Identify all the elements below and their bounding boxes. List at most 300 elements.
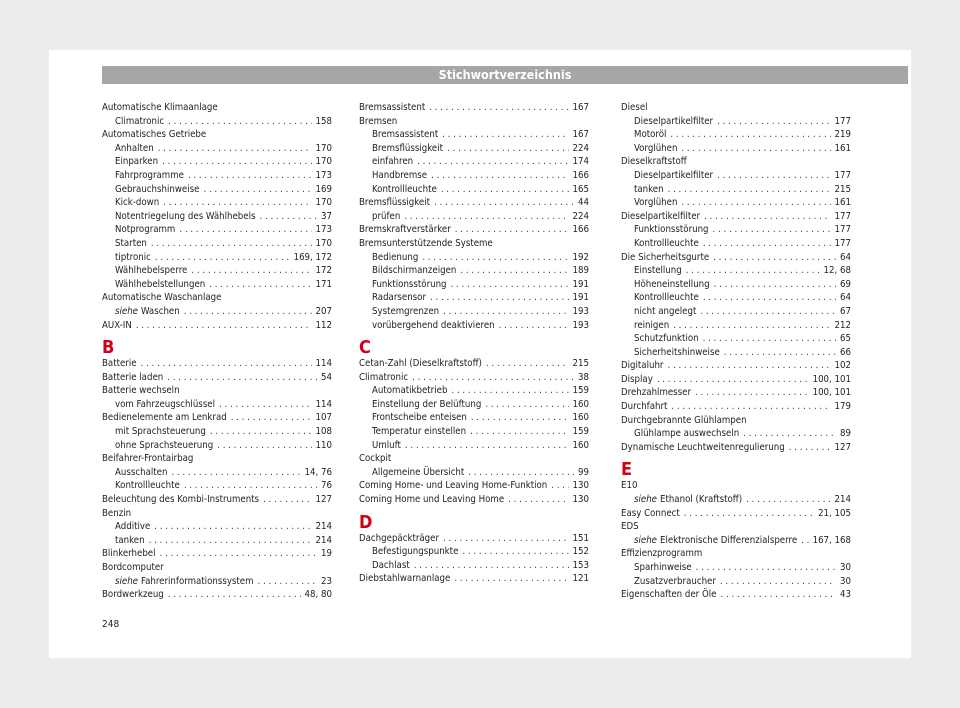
dot-leader	[404, 210, 568, 224]
index-subentry	[621, 346, 851, 360]
index-entry	[359, 371, 589, 385]
entry-label	[115, 196, 159, 210]
entry-text: Batterie laden	[102, 371, 164, 383]
dot-leader	[686, 264, 820, 278]
page-reference: 121	[572, 573, 589, 585]
page-reference: 177	[834, 115, 851, 127]
page-reference: 167, 168	[812, 534, 851, 546]
see-reference: siehe	[634, 534, 657, 546]
dot-leader	[447, 142, 569, 156]
index-subentry	[359, 128, 589, 142]
index-entry	[359, 237, 589, 251]
entry-label	[621, 359, 663, 373]
index-subentry	[102, 305, 332, 319]
index-entry	[102, 291, 332, 305]
dot-leader	[695, 386, 809, 400]
dot-leader	[717, 115, 830, 129]
page-reference: 192	[572, 251, 589, 263]
page-reference: 170	[315, 197, 332, 209]
entry-text: Einstellung der Belüftung	[372, 398, 482, 410]
page-reference: 170	[315, 237, 332, 249]
entry-text: Eigenschaften der Öle	[621, 589, 717, 601]
entry-text: Fahrerinformationssystem	[141, 575, 254, 587]
entry-label	[115, 520, 150, 534]
entry-label	[621, 507, 680, 521]
index-subentry	[102, 183, 332, 197]
entry-label	[621, 520, 639, 534]
dot-leader	[188, 169, 312, 183]
page-reference: 153	[572, 559, 589, 571]
entry-label	[634, 534, 797, 548]
page-reference: 108	[315, 426, 332, 438]
dot-leader	[499, 319, 569, 333]
page-reference: 38	[578, 371, 589, 383]
index-entry	[102, 319, 332, 333]
dot-leader	[162, 155, 311, 169]
dot-leader	[184, 305, 312, 319]
entry-text: Bremsassistent	[359, 102, 426, 113]
entry-label	[102, 411, 227, 425]
entry-text: Kontrollleuchte	[634, 237, 699, 249]
entry-label	[359, 357, 482, 371]
entry-label	[621, 210, 700, 224]
dot-leader	[714, 278, 836, 292]
entry-label	[634, 427, 739, 441]
index-entry	[102, 507, 332, 521]
index-entry	[359, 101, 589, 115]
index-subentry	[102, 534, 332, 548]
index-entry	[621, 359, 851, 373]
page-reference: 12, 68	[823, 265, 851, 277]
entry-text: Glühlampe auswechseln	[634, 428, 740, 440]
entry-label	[115, 115, 164, 129]
index-entry	[102, 357, 332, 371]
entry-label	[621, 547, 702, 561]
entry-text: Diesel	[621, 102, 648, 113]
entry-label	[102, 384, 180, 398]
index-subentry	[359, 559, 589, 573]
entry-label	[372, 210, 400, 224]
entry-label	[115, 155, 158, 169]
index-subentry	[621, 427, 851, 441]
entry-text: prüfen	[372, 210, 401, 222]
entry-text: Additive	[115, 521, 151, 533]
page-reference: 127	[834, 441, 851, 453]
entry-label	[115, 278, 205, 292]
dot-leader	[720, 575, 836, 589]
dot-leader	[486, 357, 569, 371]
index-subentry	[621, 169, 851, 183]
index-subentry	[621, 237, 851, 251]
page-reference: 99	[578, 466, 589, 478]
entry-text: Motoröl	[634, 129, 667, 141]
index-subentry	[359, 291, 589, 305]
dot-leader	[171, 466, 300, 480]
entry-text: Einstellung	[634, 265, 682, 277]
entry-text: mit Sprachsteuerung	[115, 426, 206, 438]
page-reference: 177	[834, 237, 851, 249]
index-page	[49, 50, 911, 658]
page-reference: 30	[840, 575, 851, 587]
dot-leader	[151, 237, 312, 251]
index-entry	[102, 547, 332, 561]
entry-label	[372, 319, 495, 333]
entry-text: Durchgebrannte Glühlampen	[621, 414, 747, 426]
index-entry	[621, 414, 851, 428]
index-entry	[359, 196, 589, 210]
entry-label	[634, 223, 709, 237]
index-entry	[102, 128, 332, 142]
page-reference: 69	[840, 278, 851, 290]
entry-text: Handbremse	[372, 169, 428, 181]
index-entry	[359, 532, 589, 546]
page-reference: 172	[315, 265, 332, 277]
entry-text: reinigen	[634, 319, 670, 331]
page-reference: 177	[834, 169, 851, 181]
entry-label	[634, 183, 664, 197]
entry-label	[102, 319, 132, 333]
entry-label	[372, 291, 426, 305]
page-header: Stichwortverzeichnis	[102, 66, 908, 84]
page-reference: 166	[572, 169, 589, 181]
entry-text: Bildschirmanzeigen	[372, 265, 457, 277]
entry-text: Zusatzverbraucher	[634, 575, 716, 587]
entry-label	[372, 439, 401, 453]
dot-leader	[724, 346, 836, 360]
dot-leader	[667, 359, 830, 373]
dot-leader	[443, 305, 568, 319]
dot-leader	[263, 493, 311, 507]
page-reference: 54	[321, 371, 332, 383]
index-subentry	[621, 534, 851, 548]
page-reference: 193	[572, 319, 589, 331]
index-subentry	[621, 183, 851, 197]
index-entry	[359, 479, 589, 493]
entry-text: Bremsunterstützende Systeme	[359, 237, 493, 249]
dot-leader	[668, 183, 831, 197]
dot-leader	[508, 493, 568, 507]
entry-text: Notprogramm	[115, 224, 176, 236]
index-subentry	[359, 183, 589, 197]
entry-text: tanken	[115, 534, 145, 546]
entry-label	[102, 493, 259, 507]
entry-label	[359, 223, 451, 237]
page-reference: 167	[572, 129, 589, 141]
entry-label	[621, 400, 667, 414]
entry-text: Waschen	[141, 305, 180, 317]
page-reference: 174	[572, 156, 589, 168]
entry-label	[634, 115, 713, 129]
entry-label	[372, 305, 439, 319]
entry-text: Effizienzprogramm	[621, 548, 703, 560]
entry-label	[372, 278, 447, 292]
page-reference: 189	[572, 265, 589, 277]
entry-text: tiptronic	[115, 251, 151, 263]
page-reference: 67	[840, 305, 851, 317]
index-subentry	[102, 210, 332, 224]
entry-text: Dachlast	[372, 559, 410, 571]
index-subentry	[359, 384, 589, 398]
page-reference: 159	[572, 385, 589, 397]
page-reference: 214	[834, 494, 851, 506]
entry-text: AUX-IN	[102, 319, 132, 331]
index-entry	[102, 384, 332, 398]
entry-text: Coming Home- und Leaving Home-Funktion	[359, 480, 548, 492]
dot-leader	[703, 291, 836, 305]
entry-label	[359, 479, 547, 493]
entry-text: Dachgepäckträger	[359, 532, 440, 544]
index-entry	[621, 520, 851, 534]
page-reference: 170	[315, 156, 332, 168]
dot-leader	[720, 588, 836, 602]
entry-label	[372, 128, 438, 142]
page-reference: 169, 172	[293, 251, 332, 263]
page-reference: 224	[572, 210, 589, 222]
entry-text: Schutzfunktion	[634, 333, 699, 345]
dot-leader	[451, 384, 568, 398]
dot-leader	[149, 534, 312, 548]
entry-label	[359, 572, 450, 586]
dot-leader	[412, 371, 574, 385]
section-letter: D	[359, 511, 373, 533]
dot-leader	[681, 196, 830, 210]
entry-text: Befestigungspunkte	[372, 546, 459, 558]
entry-label	[102, 588, 164, 602]
page-reference: 160	[572, 439, 589, 451]
index-subentry	[102, 466, 332, 480]
entry-label	[634, 319, 669, 333]
entry-text: Drehzahlmesser	[621, 387, 692, 399]
entry-label	[634, 493, 742, 507]
index-subentry	[621, 291, 851, 305]
page-reference: 173	[315, 169, 332, 181]
section-letter: B	[102, 337, 115, 359]
index-entry	[102, 101, 332, 115]
index-subentry	[359, 210, 589, 224]
index-subentry	[102, 479, 332, 493]
entry-text: Bedienelemente am Lenkrad	[102, 412, 227, 424]
index-subentry	[359, 155, 589, 169]
dot-leader	[441, 183, 569, 197]
entry-label	[102, 452, 193, 466]
entry-text: Vorglühen	[634, 197, 678, 209]
entry-text: Temperatur einstellen	[372, 426, 467, 438]
entry-text: EDS	[621, 521, 639, 533]
entry-text: Climatronic	[359, 371, 409, 383]
entry-text: Automatische Klimaanlage	[102, 102, 218, 113]
dot-leader	[462, 545, 568, 559]
page-reference: 160	[572, 412, 589, 424]
entry-label	[115, 466, 167, 480]
index-entry	[621, 588, 851, 602]
entry-label	[102, 128, 206, 142]
dot-leader	[789, 441, 831, 455]
dot-leader	[703, 237, 831, 251]
entry-text: Diebstahlwarnanlage	[359, 573, 451, 585]
entry-label	[115, 534, 145, 548]
index-entry	[102, 561, 332, 575]
entry-label	[372, 411, 467, 425]
index-subentry	[102, 278, 332, 292]
page-reference: 76	[321, 480, 332, 492]
page-reference: 100, 101	[812, 387, 851, 399]
index-subentry	[359, 251, 589, 265]
entry-text: Bordwerkzeug	[102, 589, 164, 601]
entry-text: nicht angelegt	[634, 305, 697, 317]
entry-text: Kontrollleuchte	[634, 292, 699, 304]
page-reference: 37	[321, 210, 332, 222]
entry-text: Elektronische Differenzialsperre	[660, 534, 798, 546]
entry-label	[359, 371, 408, 385]
entry-text: vom Fahrzeugschlüssel	[115, 398, 216, 410]
entry-label	[634, 142, 677, 156]
entry-text: einfahren	[372, 156, 414, 168]
page-reference: 151	[572, 532, 589, 544]
dot-leader	[713, 251, 836, 265]
entry-text: Benzin	[102, 507, 132, 519]
page-reference: 130	[572, 480, 589, 492]
dot-leader	[673, 319, 830, 333]
dot-leader	[136, 319, 312, 333]
page-reference: 30	[840, 562, 851, 573]
entry-text: Beleuchtung des Kombi-Instruments	[102, 494, 260, 506]
page-reference: 170	[315, 142, 332, 154]
entry-label	[634, 264, 682, 278]
index-subentry	[359, 439, 589, 453]
dot-leader	[468, 466, 574, 480]
entry-text: Ethanol (Kraftstoff)	[660, 494, 743, 506]
entry-label	[115, 210, 255, 224]
entry-text: Digitaluhr	[621, 360, 664, 372]
entry-label	[634, 128, 666, 142]
entry-label	[372, 183, 437, 197]
entry-label	[115, 183, 199, 197]
page-reference: 215	[572, 358, 589, 370]
index-subentry	[102, 115, 332, 129]
index-subentry	[621, 196, 851, 210]
entry-text: Kontrollleuchte	[372, 183, 437, 195]
entry-label	[372, 384, 447, 398]
entry-label	[115, 575, 254, 589]
entry-text: Bremsassistent	[372, 129, 439, 141]
entry-label	[115, 398, 215, 412]
page-reference: 23	[321, 575, 332, 587]
page-reference: 14, 76	[304, 466, 332, 478]
index-entry	[621, 101, 851, 115]
entry-text: Dieselpartikelfilter	[634, 169, 714, 181]
entry-text: Einparken	[115, 156, 159, 168]
dot-leader	[430, 291, 569, 305]
page-reference: 130	[572, 494, 589, 506]
index-column-2	[359, 101, 589, 586]
page-reference: 214	[315, 521, 332, 533]
entry-text: Frontscheibe enteisen	[372, 412, 467, 424]
section-letter: E	[621, 459, 633, 481]
dot-leader	[422, 251, 568, 265]
entry-text: Blinkerhebel	[102, 548, 156, 560]
page-reference: 215	[834, 183, 851, 195]
entry-text: ohne Sprachsteuerung	[115, 439, 214, 451]
dot-leader	[451, 278, 569, 292]
entry-label	[621, 373, 653, 387]
entry-text: Easy Connect	[621, 507, 680, 519]
dot-leader	[717, 169, 830, 183]
entry-text: Kick-down	[115, 197, 160, 209]
entry-text: tanken	[634, 183, 664, 195]
page-reference: 169	[315, 183, 332, 195]
entry-text: Bremskraftverstärker	[359, 224, 451, 236]
dot-leader	[163, 196, 311, 210]
dot-leader	[684, 507, 814, 521]
page-reference: 173	[315, 224, 332, 236]
entry-text: Bordcomputer	[102, 562, 164, 573]
entry-text: Batterie wechseln	[102, 385, 180, 397]
index-subentry	[621, 575, 851, 589]
page-reference: 89	[840, 428, 851, 440]
index-entry	[359, 223, 589, 237]
index-subentry	[359, 545, 589, 559]
entry-label	[115, 142, 154, 156]
dot-leader	[414, 559, 569, 573]
dot-leader	[454, 572, 568, 586]
page-reference: 158	[315, 115, 332, 127]
page-reference: 112	[315, 319, 332, 331]
entry-label	[115, 237, 147, 251]
entry-label	[634, 278, 710, 292]
index-subentry	[359, 305, 589, 319]
dot-leader	[154, 520, 311, 534]
entry-text: Kontrollleuchte	[115, 480, 180, 492]
index-entry	[621, 507, 851, 521]
dot-leader	[203, 183, 311, 197]
dot-leader	[485, 398, 568, 412]
entry-label	[372, 545, 458, 559]
entry-label	[102, 101, 218, 115]
entry-label	[372, 169, 427, 183]
page-reference: 212	[834, 319, 851, 331]
index-subentry	[359, 466, 589, 480]
entry-label	[102, 561, 164, 575]
entry-text: Coming Home und Leaving Home	[359, 494, 505, 506]
see-reference: siehe	[115, 575, 138, 587]
dot-leader	[460, 264, 568, 278]
dot-leader	[231, 411, 312, 425]
entry-text: Cockpit	[359, 453, 392, 465]
index-subentry	[102, 142, 332, 156]
entry-label	[115, 425, 206, 439]
entry-text: Fahrprogramme	[115, 169, 184, 181]
page-reference: 219	[834, 129, 851, 141]
entry-label	[359, 196, 430, 210]
entry-label	[634, 291, 699, 305]
page-reference: 152	[572, 546, 589, 558]
page-reference: 214	[315, 534, 332, 546]
page-reference: 114	[315, 398, 332, 410]
index-entry	[102, 588, 332, 602]
dot-leader	[141, 357, 312, 371]
index-entry	[102, 411, 332, 425]
dot-leader	[160, 547, 318, 561]
entry-text: Systemgrenzen	[372, 305, 440, 317]
index-entry	[621, 547, 851, 561]
page-reference: 161	[834, 197, 851, 209]
entry-text: Display	[621, 373, 653, 385]
entry-label	[634, 196, 677, 210]
dot-leader	[191, 264, 311, 278]
index-subentry	[359, 425, 589, 439]
dot-leader	[158, 142, 312, 156]
entry-text: Dieselpartikelfilter	[634, 115, 714, 127]
